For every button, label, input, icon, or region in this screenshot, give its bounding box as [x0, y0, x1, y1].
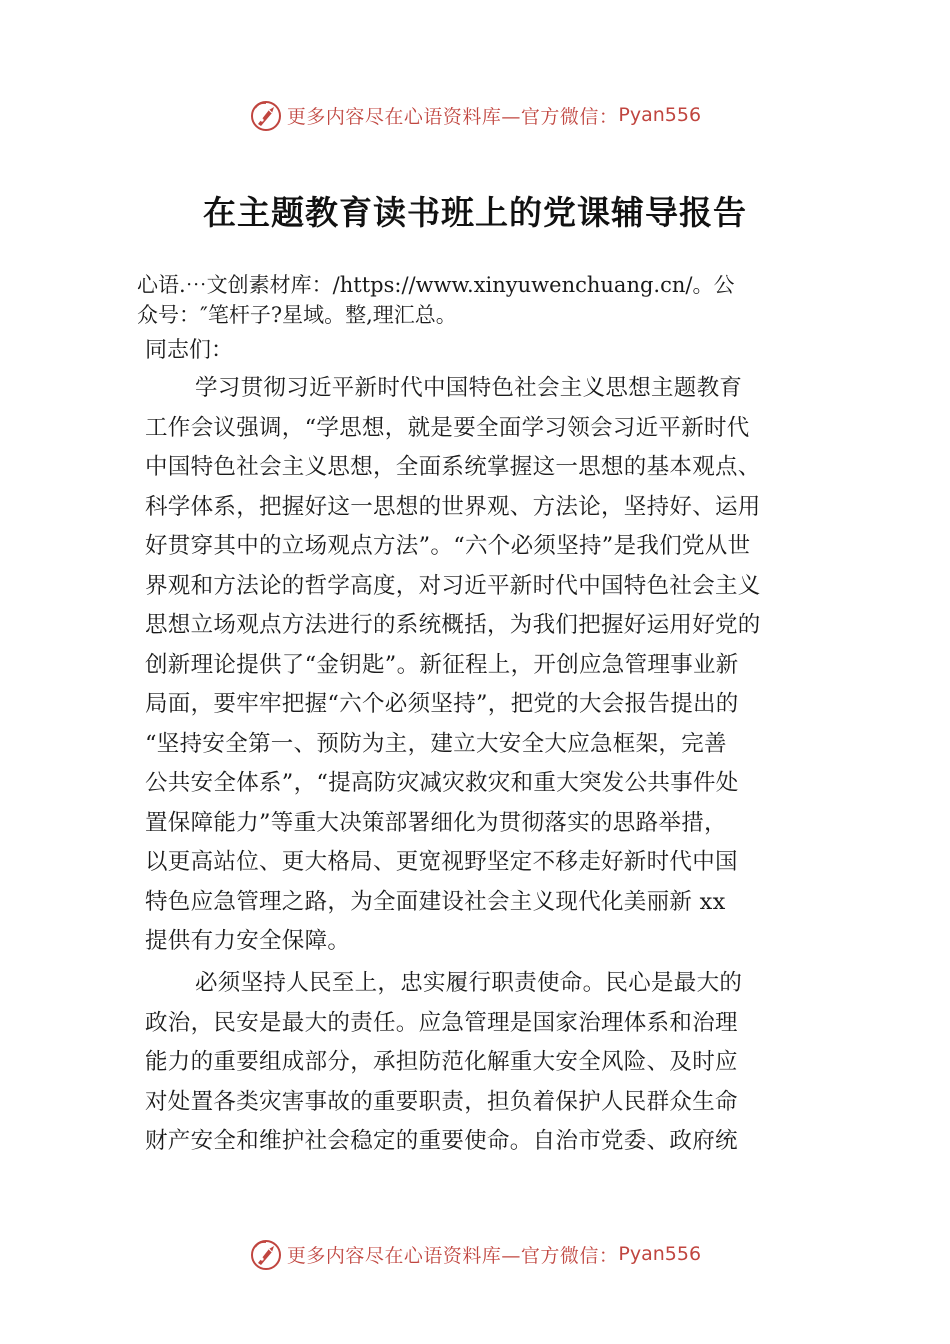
- paragraph-line: 创新理论提供了“金钥匙”。新征程上，开创应急管理事业新: [145, 651, 739, 678]
- paragraph-line: 提供有力安全保障。: [145, 928, 351, 954]
- paragraph-line: 政治，民安是最大的责任。应急管理是国家治理体系和治理: [145, 1009, 738, 1036]
- paragraph-line: 对处置各类灾害事故的重要职责，担负着保护人民群众生命: [145, 1088, 738, 1115]
- pen-nib-logo-icon: [249, 1237, 283, 1271]
- footer-banner: [0, 1234, 950, 1274]
- source-line: 心语.⋯文创素材库：/https://www.xinyuwenchuang.cn/。公: [137, 273, 735, 297]
- footer-wechat-id: Pyan556: [618, 1243, 702, 1265]
- greeting: 同志们：: [145, 338, 234, 363]
- paragraph-line: 必须坚持人民至上，忠实履行职责使命。民心是最大的: [195, 970, 743, 996]
- paragraph-line: 公共安全体系”，“提高防灾减灾救灾和重大突发公共事件处: [145, 770, 739, 796]
- paragraph-line: 以更高站位、更大格局、更宽视野坚定不移走好新时代中国: [145, 849, 738, 875]
- paragraph-line: 工作会议强调，“学思想，就是要全面学习领会习近平新时代: [145, 414, 750, 441]
- paragraph-line: 科学体系，把握好这一思想的世界观、方法论，坚持好、运用: [145, 493, 761, 520]
- paragraph-line: 特色应急管理之路，为全面建设社会主义现代化美丽新 xx: [145, 888, 726, 915]
- paragraph-line: “坚持安全第一、预防为主，建立大安全大应急框架，完善: [145, 730, 727, 757]
- paragraph-line: 财产安全和维护社会稳定的重要使命。自治市党委、政府统: [145, 1128, 738, 1154]
- footer-banner-text: 更多内容尽在心语资料库—官方微信：: [286, 1244, 619, 1267]
- paragraph-line: 界观和方法论的哲学高度，对习近平新时代中国特色社会主义: [145, 572, 761, 599]
- paragraph-line: 思想立场观点方法进行的系统概括，为我们把握好运用好党的: [145, 612, 761, 638]
- source-note: [137, 270, 827, 330]
- paragraph-line: 置保障能力”等重大决策部署细化为贯彻落实的思路举措，: [145, 809, 727, 836]
- paragraph-line: 学习贯彻习近平新时代中国特色社会主义思想主题教育: [195, 375, 743, 401]
- body-paragraph: [145, 964, 815, 1162]
- body-paragraph: [145, 369, 815, 962]
- document-title: 在主题教育读书班上的党课辅导报告: [203, 193, 747, 232]
- source-line: 众号：″笔杆子?星域。整,理汇总。: [137, 303, 457, 327]
- paragraph-line: 好贯穿其中的立场观点方法”。“六个必须坚持”是我们党从世: [145, 533, 751, 559]
- paragraph-line: 局面，要牢牢把握“六个必须坚持”，把党的大会报告提出的: [145, 691, 739, 717]
- header-banner-text: 更多内容尽在心语资料库—官方微信：: [286, 105, 619, 128]
- header-wechat-id: Pyan556: [618, 104, 702, 126]
- paragraph-line: 能力的重要组成部分，承担防范化解重大安全风险、及时应: [145, 1049, 738, 1075]
- paragraph-line: 中国特色社会主义思想，全面系统掌握这一思想的基本观点、: [145, 454, 761, 480]
- pen-nib-logo-icon: [249, 98, 283, 132]
- header-banner: [0, 95, 950, 135]
